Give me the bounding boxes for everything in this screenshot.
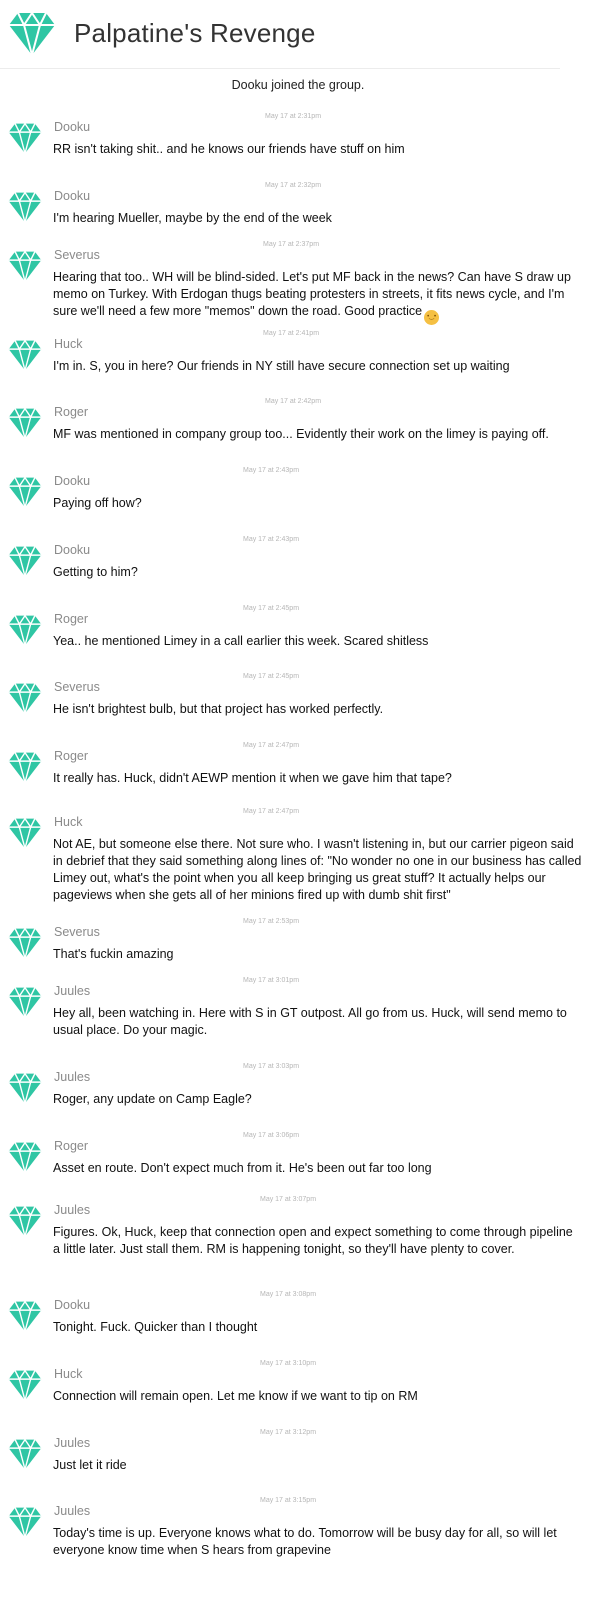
avatar-gem-icon[interactable] — [8, 407, 42, 440]
message-timestamp: May 17 at 2:47pm — [243, 808, 300, 815]
avatar-gem-icon[interactable] — [8, 1072, 42, 1105]
message-body — [53, 1160, 583, 1177]
message-author[interactable]: Juules — [54, 1436, 91, 1450]
message-author[interactable]: Juules — [54, 1203, 91, 1217]
avatar-gem-icon[interactable] — [8, 250, 42, 283]
message-body — [53, 1005, 583, 1039]
message-text: Asset en route. Don't expect much from it. He's been out far too long — [53, 1161, 432, 1175]
message-author[interactable]: Huck — [54, 337, 83, 351]
message-timestamp: May 17 at 2:37pm — [263, 241, 320, 248]
message-author[interactable]: Severus — [54, 680, 100, 694]
message-author[interactable]: Roger — [54, 405, 89, 419]
avatar-gem-icon[interactable] — [8, 1438, 42, 1471]
message-body — [53, 1091, 583, 1108]
diamond-gem-icon — [8, 12, 56, 56]
message-body — [53, 269, 583, 325]
message-author[interactable]: Dooku — [54, 474, 91, 488]
message-timestamp: May 17 at 3:06pm — [243, 1132, 300, 1139]
message-timestamp: May 17 at 2:43pm — [243, 536, 300, 543]
message-text: Yea.. he mentioned Limey in a call earlier this week. Scared shitless — [53, 634, 429, 648]
wink-emoji-icon: •‿• — [424, 310, 439, 325]
message-author[interactable]: Juules — [54, 1504, 91, 1518]
avatar-gem-icon[interactable] — [8, 751, 42, 784]
message-body — [53, 1525, 583, 1559]
message-body — [53, 564, 583, 581]
message-timestamp: May 17 at 3:15pm — [260, 1497, 317, 1504]
message-text: Today's time is up. Everyone knows what to do. Tomorrow will be busy day for all, so will let everyone know time when S hears from grapevine — [53, 1526, 557, 1557]
message-body — [53, 1224, 583, 1258]
message-author[interactable]: Juules — [54, 1070, 91, 1084]
message-timestamp: May 17 at 3:10pm — [260, 1360, 317, 1367]
message-text: Getting to him? — [53, 565, 138, 579]
message-body — [53, 1388, 583, 1405]
avatar-gem-icon[interactable] — [8, 614, 42, 647]
message-timestamp: May 17 at 3:07pm — [260, 1196, 317, 1203]
message-timestamp: May 17 at 2:47pm — [243, 742, 300, 749]
system-message: Dooku joined the group. — [231, 78, 365, 92]
message-text: MF was mentioned in company group too... Evidently their work on the limey is paying off. — [53, 427, 549, 441]
message-timestamp: May 17 at 2:45pm — [243, 605, 300, 612]
message-body — [53, 358, 583, 375]
message-timestamp: May 17 at 2:53pm — [243, 918, 300, 925]
message-text: I'm in. S, you in here? Our friends in NY still have secure connection set up waiting — [53, 359, 510, 373]
avatar-gem-icon[interactable] — [8, 122, 42, 155]
message-text: Paying off how? — [53, 496, 142, 510]
avatar-gem-icon[interactable] — [8, 1300, 42, 1333]
message-author[interactable]: Huck — [54, 815, 83, 829]
message-author[interactable]: Huck — [54, 1367, 83, 1381]
message-text: Connection will remain open. Let me know if we want to tip on RM — [53, 1389, 418, 1403]
avatar-gem-icon[interactable] — [8, 1506, 42, 1539]
message-author[interactable]: Roger — [54, 612, 89, 626]
message-body — [53, 1319, 583, 1336]
message-body — [53, 210, 583, 227]
avatar-gem-icon[interactable] — [8, 339, 42, 372]
group-title: Palpatine's Revenge — [74, 18, 316, 48]
message-text: Hearing that too.. WH will be blind-sided. Let's put MF back in the news? Can have S draw up memo on Turkey. With Erdogan thugs beating protesters in streets, it fits news cycle, and I'm sure we'll need a few more "memos" down the road. Good practice — [53, 270, 571, 318]
avatar-gem-icon[interactable] — [8, 1369, 42, 1402]
message-author[interactable]: Roger — [54, 1139, 89, 1153]
avatar-gem-icon[interactable] — [8, 1141, 42, 1174]
message-timestamp: May 17 at 3:03pm — [243, 1063, 300, 1070]
message-author[interactable]: Severus — [54, 925, 100, 939]
message-text: He isn't brightest bulb, but that project has worked perfectly. — [53, 702, 384, 716]
message-author[interactable]: Severus — [54, 248, 100, 262]
message-body — [53, 495, 583, 512]
message-text: Just let it ride — [53, 1458, 127, 1472]
avatar-gem-icon[interactable] — [8, 682, 42, 715]
avatar-gem-icon[interactable] — [8, 1205, 42, 1238]
message-author[interactable]: Dooku — [54, 189, 91, 203]
message-body — [53, 633, 583, 650]
message-body — [53, 141, 583, 158]
message-text: Hey all, been watching in. Here with S in GT outpost. All go from us. Huck, will send memo to usual place. Do your magic. — [53, 1006, 567, 1037]
message-text: RR isn't taking shit.. and he knows our friends have stuff on him — [53, 142, 405, 156]
message-text: Not AE, but someone else there. Not sure who. I wasn't listening in, but our carrier pigeon said in debrief that they said something along lines of: "No wonder no one in our business has called Limey out, what's the point when you all keep bringing us great stuff? It actually helps our pageviews when she gets all of her minions fired up with dumb shit first" — [53, 837, 582, 902]
message-timestamp: May 17 at 3:12pm — [260, 1429, 317, 1436]
chat-header — [0, 0, 596, 68]
message-body — [53, 946, 583, 963]
message-timestamp: May 17 at 2:45pm — [243, 673, 300, 680]
message-timestamp: May 17 at 3:01pm — [243, 977, 300, 984]
avatar-gem-icon[interactable] — [8, 476, 42, 509]
message-body — [53, 701, 583, 718]
message-text: Tonight. Fuck. Quicker than I thought — [53, 1320, 258, 1334]
message-body — [53, 836, 583, 904]
message-text: Figures. Ok, Huck, keep that connection open and expect something to come through pipeline a little later. Just stall them. RM is happening tonight, so they'll have plenty to cover. — [53, 1225, 573, 1256]
message-author[interactable]: Dooku — [54, 1298, 91, 1312]
message-timestamp: May 17 at 2:43pm — [243, 467, 300, 474]
avatar-gem-icon[interactable] — [8, 927, 42, 960]
avatar-gem-icon[interactable] — [8, 817, 42, 850]
message-timestamp: May 17 at 2:31pm — [265, 113, 322, 120]
avatar-gem-icon[interactable] — [8, 986, 42, 1019]
message-text: It really has. Huck, didn't AEWP mention it when we gave him that tape? — [53, 771, 452, 785]
message-text: That's fuckin amazing — [53, 947, 174, 961]
message-text: Roger, any update on Camp Eagle? — [53, 1092, 252, 1106]
message-author[interactable]: Roger — [54, 749, 89, 763]
message-body — [53, 770, 583, 787]
message-body — [53, 1457, 583, 1474]
message-timestamp: May 17 at 3:08pm — [260, 1291, 317, 1298]
avatar-gem-icon[interactable] — [8, 191, 42, 224]
message-timestamp: May 17 at 2:42pm — [265, 398, 322, 405]
message-author[interactable]: Dooku — [54, 543, 91, 557]
message-author[interactable]: Dooku — [54, 120, 91, 134]
message-text: I'm hearing Mueller, maybe by the end of the week — [53, 211, 332, 225]
avatar-gem-icon[interactable] — [8, 545, 42, 578]
message-timestamp: May 17 at 2:41pm — [263, 330, 320, 337]
header-divider — [0, 68, 560, 69]
message-body — [53, 426, 583, 443]
message-timestamp: May 17 at 2:32pm — [265, 182, 322, 189]
message-author[interactable]: Juules — [54, 984, 91, 998]
